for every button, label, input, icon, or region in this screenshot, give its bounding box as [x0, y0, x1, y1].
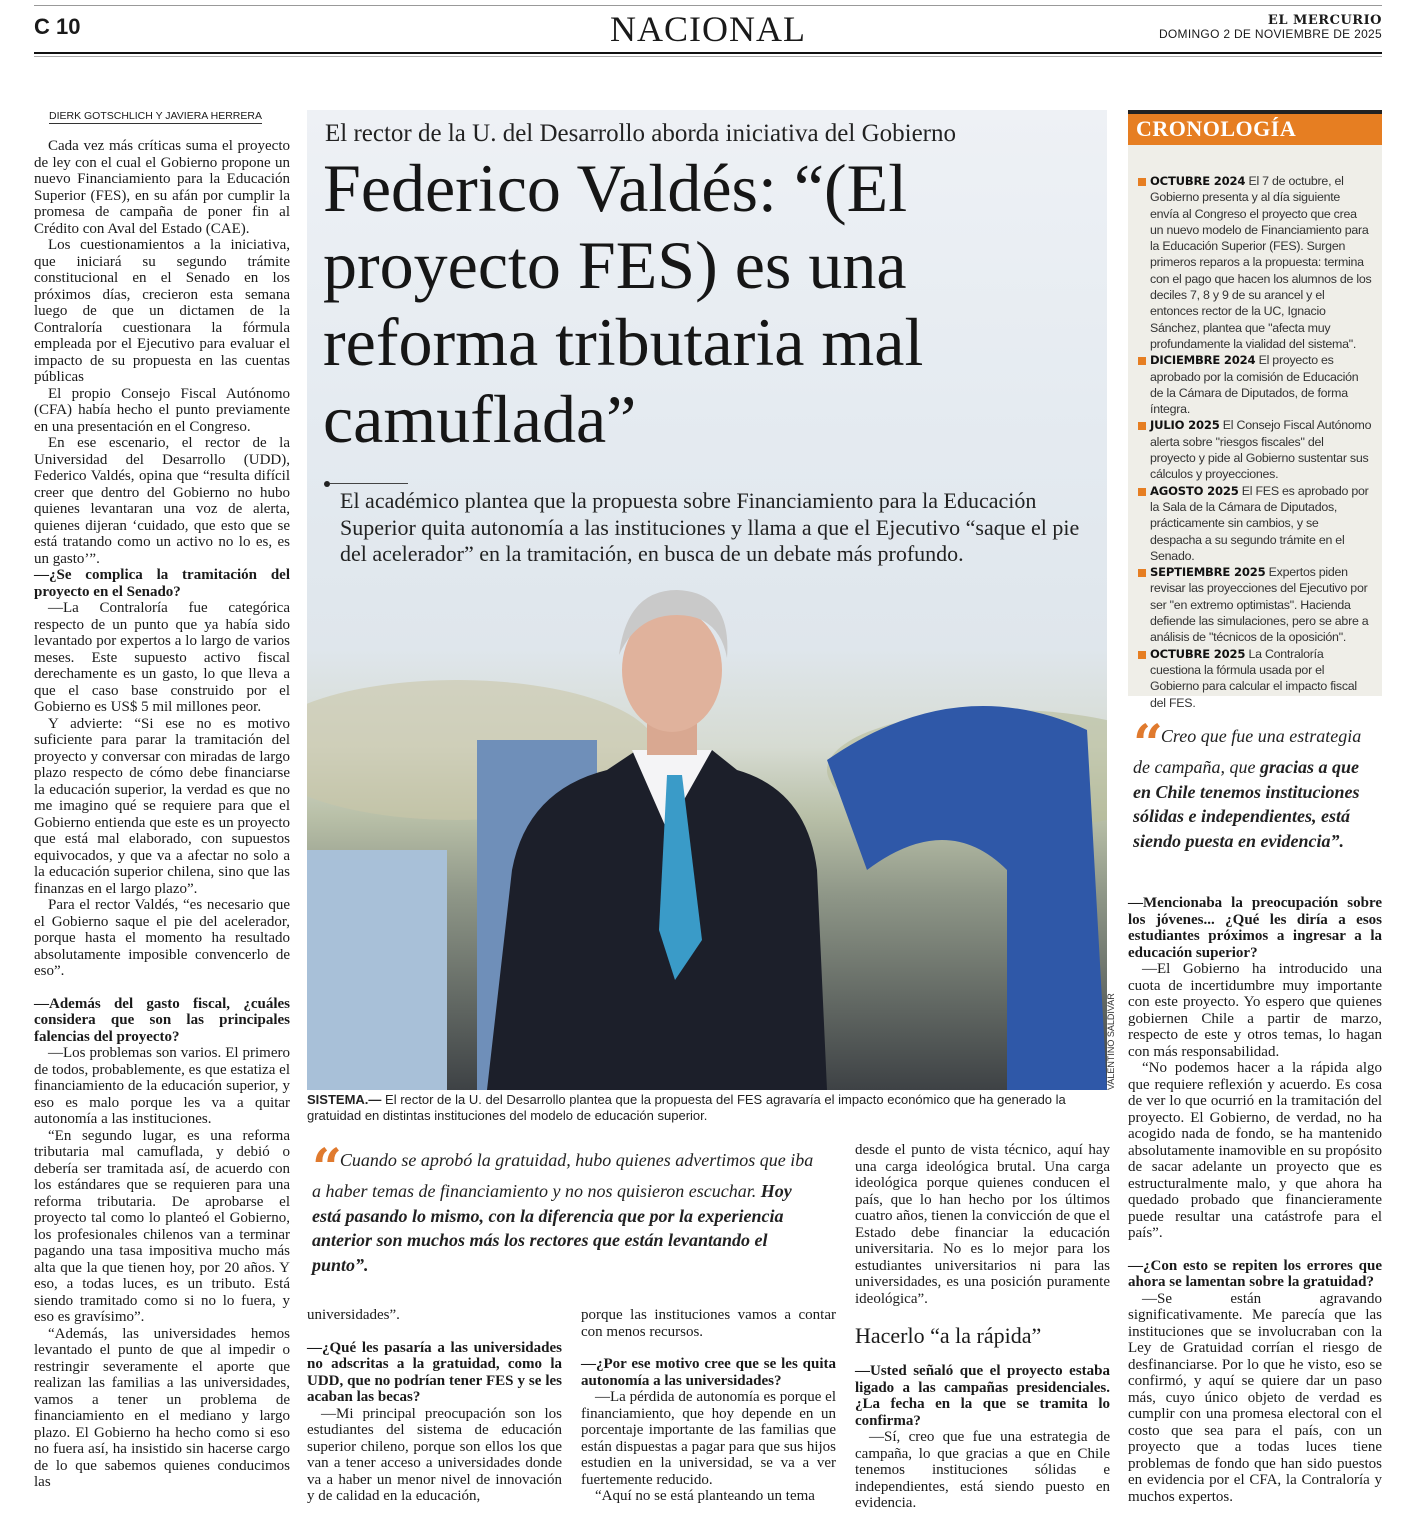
interview-question: —Mencionaba la preocupación sobre los jóvenes... ¿Qué les diría a esos estudiantes próximos a ingresar a la educación superior?: [1128, 895, 1382, 961]
paragraph: —La pérdida de autonomía es porque el financiamiento, que hoy depende en un porcentaje importante de las familias que están dispuestas a pagar para que sus hijos estudien en la universidad, se va a ver fuertemente reducido.: [581, 1389, 836, 1488]
interview-question: —¿Se complica la tramitación del proyecto en el Senado?: [34, 567, 290, 600]
quote-mark-icon: “: [312, 1138, 336, 1199]
paragraph: Para el rector Valdés, “es necesario que el Gobierno saque el pie del acelerador, porque hasta el momento ha resultado absolutamente imposible convencerlo de eso”.: [34, 897, 290, 979]
paragraph: —El Gobierno ha introducido una cuota de incertidumbre muy importante con este proyecto. Yo espero que quienes gobiernen Chile a partir de marzo, respecto de este y otros temas, lo hagan con más responsabilidad.: [1128, 961, 1382, 1060]
interview-question: —¿Qué les pasaría a las universidades no adscritas a la gratuidad, como la UDD, que no podrían tener FES y se les acaban las becas?: [307, 1339, 562, 1405]
paragraph: En ese escenario, el rector de la Universidad del Desarrollo (UDD), Federico Valdés, opina que “resulta difícil creer que dentro del Gobierno no hubo quienes levantaran una voz de alerta, quienes dijeran ‘cuidado, que esto que se está tratando como un activo no lo es, es un gasto’”.: [34, 435, 290, 567]
interview-question: —Además del gasto fiscal, ¿cuáles considera que son las principales falencias del proyecto?: [34, 995, 290, 1045]
chronology-date: SEPTIEMBRE 2025: [1150, 565, 1266, 580]
paragraph: —La Contraloría fue categórica respecto de un punto que ya había sido levantado por expertos a lo largo de varios meses. Este supuesto activo fiscal derechamente es un gasto, lo que lleva a que el caso base construido por el Gobierno es US$ 5 mil millones peor.: [34, 600, 290, 715]
paragraph: —Mi principal preocupación son los estudiantes del sistema de educación superior chileno, porque son ellos los que van a tener acceso a universidades donde va a haber un menor nivel de innovación y de calidad en la educación,: [307, 1405, 562, 1504]
deck: El académico plantea que la propuesta sobre Financiamiento para la Educación Superior quita autonomía a las instituciones y llama a que el Ejecutivo “saque el pie del acelerador” en la tramitación, en busca de un debate más profundo.: [340, 488, 1080, 566]
paragraph: “Aquí no se está planteando un tema: [595, 1488, 815, 1504]
body-column-right: [1128, 895, 1382, 1505]
paragraph: “No podemos hacer a la rápida algo que requiere reflexión y acuerdo. Es cosa de ver lo que ocurrió en la tramitación del proyecto. El Gobierno, de verdad, no ha acogido nada de fondo, se ha mantenido absolutamente inamovible en su propósito de sacar adelante un proyecto que es estructuralmente malo, y que ahora ha quedado probado que financieramente puede resultar una catástrofe para el país”.: [1128, 1060, 1382, 1241]
bullet-square-icon: [1138, 569, 1146, 577]
blue-sculpture-left: [307, 850, 447, 1090]
caption-lead: SISTEMA.—: [307, 1092, 382, 1107]
body-column-center-c: [855, 1142, 1110, 1512]
chronology-item: [1138, 646, 1372, 711]
section-title: NACIONAL: [610, 9, 806, 49]
body-column-left: [34, 138, 290, 1491]
paragraph: universidades”.: [307, 1307, 400, 1323]
paragraph: porque las instituciones vamos a contar con menos recursos.: [581, 1307, 836, 1340]
paragraph: Los cuestionamientos a la iniciativa, que iniciará su segundo trámite constitucional en el Senado en los próximos días, crecieron esta semana luego de que un dictamen de la Contraloría cuestionara la fórmula empleada por el Ejecutivo para evaluar el impacto de su propuesta en las cuentas públicas: [34, 237, 290, 385]
byline: DIERK GOTSCHLICH Y JAVIERA HERRERA: [49, 110, 262, 122]
chronology-text: El Consejo Fiscal Autónomo alerta sobre "riesgos fiscales" del proyecto y pide al Gobierno sustentar sus cálculos y proyecciones.: [1150, 418, 1372, 482]
pull-quote-center: [312, 1138, 822, 1277]
pull-quote-text: Cuando se aprobó la gratuidad, hubo quienes advertimos que iba a haber temas de financiamiento y no nos quisieron escuchar.: [312, 1150, 814, 1201]
paragraph: —Los problemas son varios. El primero de todos, probablemente, es que estatiza el financiamiento de la educación superior, y eso es malo porque les va a quitar autonomía a las instituciones.: [34, 1045, 290, 1127]
body-column-center-b: [581, 1307, 836, 1505]
chronology-date: OCTUBRE 2024: [1150, 174, 1246, 188]
photo-credit: VALENTINO SALDIVAR: [1106, 993, 1116, 1090]
deck-rule: [330, 483, 408, 484]
chronology-text: Expertos piden revisar las proyecciones del Ejecutivo por ser "en extremo optimistas". Hacienda defiende las simulaciones, pero se abre a análisis de "técnicos de la oposición".: [1150, 565, 1369, 645]
caption-text: El rector de la U. del Desarrollo plantea que la propuesta del FES agravaría el impacto económico que ha generado la gratuidad en distintas instituciones del modelo de educación superior.: [307, 1092, 1066, 1123]
section-subheading: Hacerlo “a la rápida”: [855, 1323, 1042, 1348]
quote-mark-icon: “: [1133, 714, 1157, 775]
chronology-date: AGOSTO 2025: [1150, 483, 1239, 498]
newspaper-name: EL MERCURIO: [1267, 13, 1382, 28]
chronology-date: OCTUBRE 2025: [1150, 646, 1246, 661]
paragraph: “En segundo lugar, es una reforma tributaria mal camuflada, y debió o debería ser tramitada así, de acuerdo con los estándares que se requieren para una reforma tributaria. De aprobarse el proyecto tal como lo planteó el Gobierno, los profesionales chilenos van a terminar pagando una tasa impositiva mucho más alta que la que tienen hoy, por 20 años. Y eso, a todas luces, es un tributo. Está siendo tramitado como si no lo fuera, y eso es gravísimo”.: [34, 1127, 290, 1325]
chronology-text: La Contraloría cuestiona la fórmula usada por el Gobierno para calcular el impacto fiscal del FES.: [1150, 646, 1357, 710]
chronology-item: [1138, 352, 1372, 417]
bullet-square-icon: [1138, 357, 1146, 365]
pull-quote-text: Creo que fue una estrategia de campaña, que: [1133, 726, 1362, 777]
bullet-square-icon: [1138, 488, 1146, 496]
paragraph: El propio Consejo Fiscal Autónomo (CFA) había hecho el punto previamente en una presentación en el Congreso.: [34, 385, 290, 435]
chronology-item: [1138, 564, 1372, 645]
chronology-item: [1138, 483, 1372, 564]
bullet-square-icon: [1138, 178, 1146, 186]
pull-quote-right: [1133, 714, 1381, 853]
chronology-text: El 7 de octubre, el Gobierno presenta y al día siguiente envía al Congreso el proyecto que crea un nuevo modelo de Financiamiento para la Educación Superior (FES). Surgen primeros reparos a la propuesta: termina con el pago que hacen los alumnos de los deciles 7, 8 y 9 de su arancel y el entonces rector de la UC, Ignacio Sánchez, plantea que "afecta muy profundamente la vialidad del sistema".: [1150, 174, 1372, 351]
paragraph: “Además, las universidades hemos levantado el punto de que al impedir o restringir severamente el aporte que realizan las familias a las universidades, vamos a tener un problema de financiamiento en el mediano y largo plazo. El Gobierno ha hecho como si eso no fuera así, ha insistido sin hacerse cargo de lo que sabemos quienes conducimos las: [34, 1325, 290, 1490]
kicker: El rector de la U. del Desarrollo aborda iniciativa del Gobierno: [325, 120, 957, 147]
interview-question: —¿Con esto se repiten los errores que ahora se lamentan sobre la gratuidad?: [1128, 1257, 1382, 1290]
bullet-square-icon: [1138, 422, 1146, 430]
chronology-date: DICIEMBRE 2024: [1150, 353, 1256, 368]
chronology-date: JULIO 2025: [1150, 418, 1220, 433]
chronology-list: [1128, 145, 1382, 711]
chronology-text: El FES es aprobado por la Sala de la Cámara de Diputados, prácticamente sin cambios, y se despacha a su segundo trámite en el Senado.: [1150, 483, 1369, 563]
chronology-item: [1138, 173, 1372, 352]
header-rule: [34, 52, 1382, 54]
headline: Federico Valdés: “(El proyecto FES) es una reforma tributaria mal camuflada”: [323, 150, 924, 457]
page-number: C 10: [34, 14, 81, 39]
photo-caption: [307, 1092, 1107, 1124]
chronology-item: [1138, 417, 1372, 482]
paragraph: Y advierte: “Si ese no es motivo suficiente para parar la tramitación del proyecto y conversar con miradas de largo plazo respecto de cómo debe financiarse la educación superior, la verdad es que no me imagino qué se requiere para que el Gobierno entienda que este es un proyecto que está mal elaborado, con supuestos equivocados, y que va a afectar no solo a la educación superior chilena, sino que las finanzas en el largo plazo”.: [34, 715, 290, 897]
publication-date: DOMINGO 2 DE NOVIEMBRE DE 2025: [1158, 27, 1382, 41]
paragraph: —Sí, creo que fue una estrategia de campaña, lo que gracias a que en Chile tenemos instituciones sólidas e independientes, está siendo puesto en evidencia.: [855, 1429, 1110, 1511]
interview-question: —Usted señaló que el proyecto estaba ligado a las campañas presidenciales. ¿La fecha en la que se tramita lo confirma?: [855, 1363, 1110, 1429]
pull-quote-bold: gracias a que en Chile tenemos instituciones sólidas e independientes, está siendo puesta en evidencia”.: [1133, 757, 1360, 851]
paragraph: Cada vez más críticas suma el proyecto de ley con el cual el Gobierno propone un nuevo Financiamiento para la Educación Superior (FES), en su afán por cumplir la promesa de campaña de poner fin al Crédito con Aval del Estado (CAE).: [34, 138, 290, 237]
top-rule: [34, 5, 1382, 6]
chronology-box: [1128, 110, 1382, 710]
chronology-text: El proyecto es aprobado por la comisión de Educación de la Cámara de Diputados, de forma íntegra.: [1150, 353, 1359, 417]
chronology-title: CRONOLOGÍA: [1128, 114, 1382, 145]
pull-quote-bold: Hoy está pasando lo mismo, con la diferencia que por la experiencia anterior son muchos más los rectores que están levantando el punto”.: [312, 1181, 792, 1275]
interview-question: —¿Por ese motivo cree que se les quita autonomía a las universidades?: [581, 1356, 836, 1389]
blue-sculpture-arch: [827, 706, 1107, 1090]
body-column-center-a: [307, 1307, 562, 1505]
paragraph: —Se están agravando significativamente. Me parecía que las instituciones que se involucraban con la Ley de Gratuidad corrían el riesgo de desfinanciarse. Por lo que he visto, eso se confirmó, y aquí se quiere dar un paso más, cuyo único objeto de verdad es cumplir con una promesa electoral con el costo que sea para el país, con un proyecto que a todas luces tiene problemas de fondo que han sido puestos en evidencia por el CFA, la Contraloría y muchos expertos.: [1128, 1290, 1382, 1505]
header-rule-thin: [34, 56, 1382, 57]
bullet-square-icon: [1138, 651, 1146, 659]
dot-ornament: [324, 481, 330, 487]
paragraph: desde el punto de vista técnico, aquí hay una carga ideológica brutal. Una carga ideológica porque quienes conducen el país, que lo han hecho por los últimos cuatro años, tienen la convicción de que el Estado debe financiar la educación universitaria. No es lo mejor para los estudiantes universitarios ni para las universidades, es una posición puramente ideológica”.: [855, 1142, 1110, 1307]
